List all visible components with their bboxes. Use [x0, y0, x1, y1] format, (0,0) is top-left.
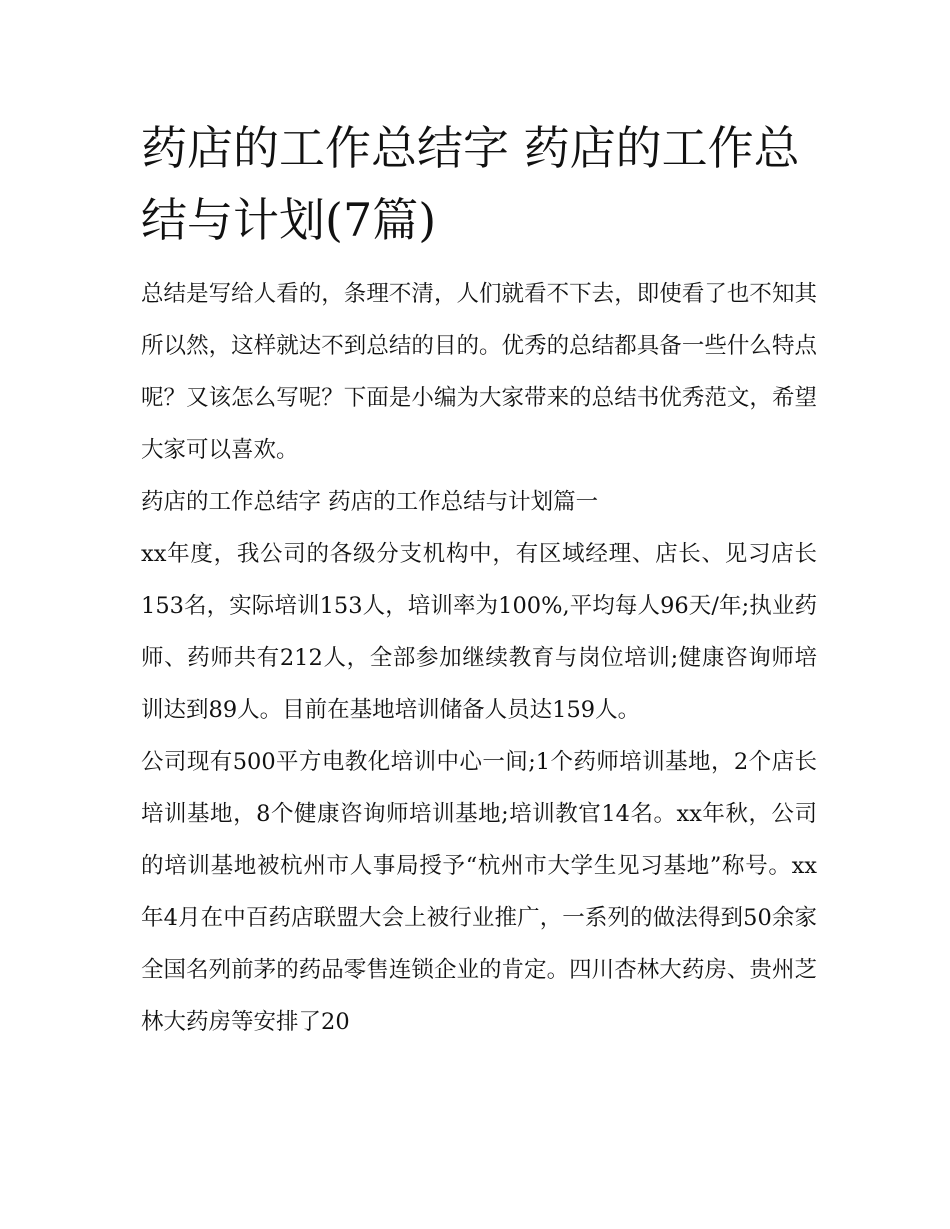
intro-paragraph: 总结是写给人看的，条理不清，人们就看不下去，即使看了也不知其所以然，这样就达不到总结的目的。优秀的总结都具备一些什么特点呢？又该怎么写呢？下面是小编为大家带来的总结书优秀范文，希望大家可以喜欢。	[141, 281, 817, 463]
document-body	[141, 112, 817, 1048]
section-heading: 药店的工作总结字 药店的工作总结与计划篇一	[141, 489, 599, 515]
document-title: 药店的工作总结字 药店的工作总结与计划(7篇)	[141, 121, 800, 247]
body-paragraph-1: xx年度，我公司的各级分支机构中，有区域经理、店长、见习店长153名，实际培训153人，培训率为100%,平均每人96天/年;执业药师、药师共有212人，全部参加继续教育与岗位培训;健康咨询师培训达到89人。目前在基地培训储备人员达159人。	[141, 541, 817, 723]
body-paragraph-2: 公司现有500平方电教化培训中心一间;1个药师培训基地，2个店长培训基地，8个健康咨询师培训基地;培训教官14名。xx年秋，公司的培训基地被杭州市人事局授予“杭州市大学生见习基地”称号。xx年4月在中百药店联盟大会上被行业推广，一系列的做法得到50余家全国名列前茅的药品零售连锁企业的肯定。四川杏林大药房、贵州芝林大药房等安排了20	[141, 749, 817, 1035]
